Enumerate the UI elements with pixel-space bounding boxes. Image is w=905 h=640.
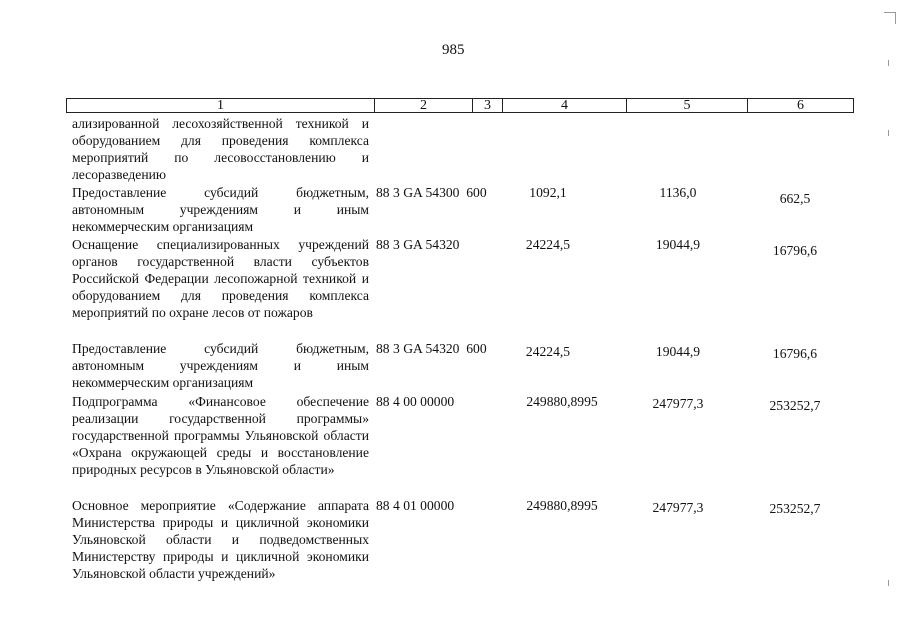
row-description: Основное мероприятие «Содержание аппарата Министерства природы и цикличной экономики Ульяновской области и подведомственных Министерству природы и цикличной экономики Ульяновской области учреждений»: [72, 498, 369, 581]
page-number: 985: [442, 42, 465, 58]
scan-mark: [888, 130, 889, 136]
row-description: Предоставление субсидий бюджетным, автономным учреждениям и иным некоммерческим организациям: [72, 341, 369, 390]
row-value-6: 253252,7: [769, 501, 821, 516]
row-code: 88 4 00 00000: [376, 394, 455, 409]
row-code: 88 3 GA 54300 600: [376, 185, 487, 200]
row-code: 88 4 01 00000: [376, 498, 455, 513]
row-code: 88 3 GA 54320: [376, 237, 460, 252]
row-description: Предоставление субсидий бюджетным, автономным учреждениям и иным некоммерческим организациям: [72, 185, 369, 234]
row-value-5: 247977,3: [652, 396, 704, 411]
row-description: Подпрограмма «Финансовое обеспечение реализации государственной программы» государственной программы Ульяновской области «Охрана окружающей среды и восстановление природных ресурсов в Ульяновской области»: [72, 394, 369, 477]
row-value-5: 19044,9: [655, 344, 701, 359]
row-value-5: 1136,0: [659, 185, 697, 200]
row-value-5: 19044,9: [655, 237, 701, 252]
header-cell-4: 4: [561, 98, 568, 113]
header-cell-6: 6: [797, 98, 804, 113]
row-value-5: 247977,3: [652, 500, 704, 515]
scan-mark: [888, 60, 889, 66]
row-value-6: 16796,6: [772, 346, 818, 361]
row-value-4: 249880,8995: [526, 498, 598, 513]
row-code: 88 3 GA 54320 600: [376, 341, 487, 356]
row-value-4: 249880,8995: [526, 394, 598, 409]
header-cell-1: 1: [217, 98, 224, 113]
header-cell-2: 2: [420, 98, 427, 113]
row-description: ализированной лесохозяйственной техникой и оборудованием для проведения комплекса мероприятий по лесовосстановлению и лесоразведению: [72, 116, 369, 182]
row-value-4: 24224,5: [525, 237, 571, 252]
row-value-6: 16796,6: [772, 243, 818, 258]
header-cell-5: 5: [683, 98, 691, 113]
row-description: Оснащение специализированных учреждений органов государственной власти субъектов Российской Федерации лесопожарной техникой и оборудованием для проведения комплекса мероприятий по охране лесов от пожаров: [72, 237, 369, 320]
header-cell-3: 3: [484, 98, 491, 113]
row-value-4: 24224,5: [525, 344, 571, 359]
table-header: [66, 98, 854, 113]
row-value-6: 253252,7: [769, 398, 821, 413]
row-value-6: 662,5: [779, 191, 811, 206]
scan-mark: [895, 12, 896, 24]
row-value-4: 1092,1: [529, 185, 567, 200]
scan-mark: [888, 580, 889, 586]
